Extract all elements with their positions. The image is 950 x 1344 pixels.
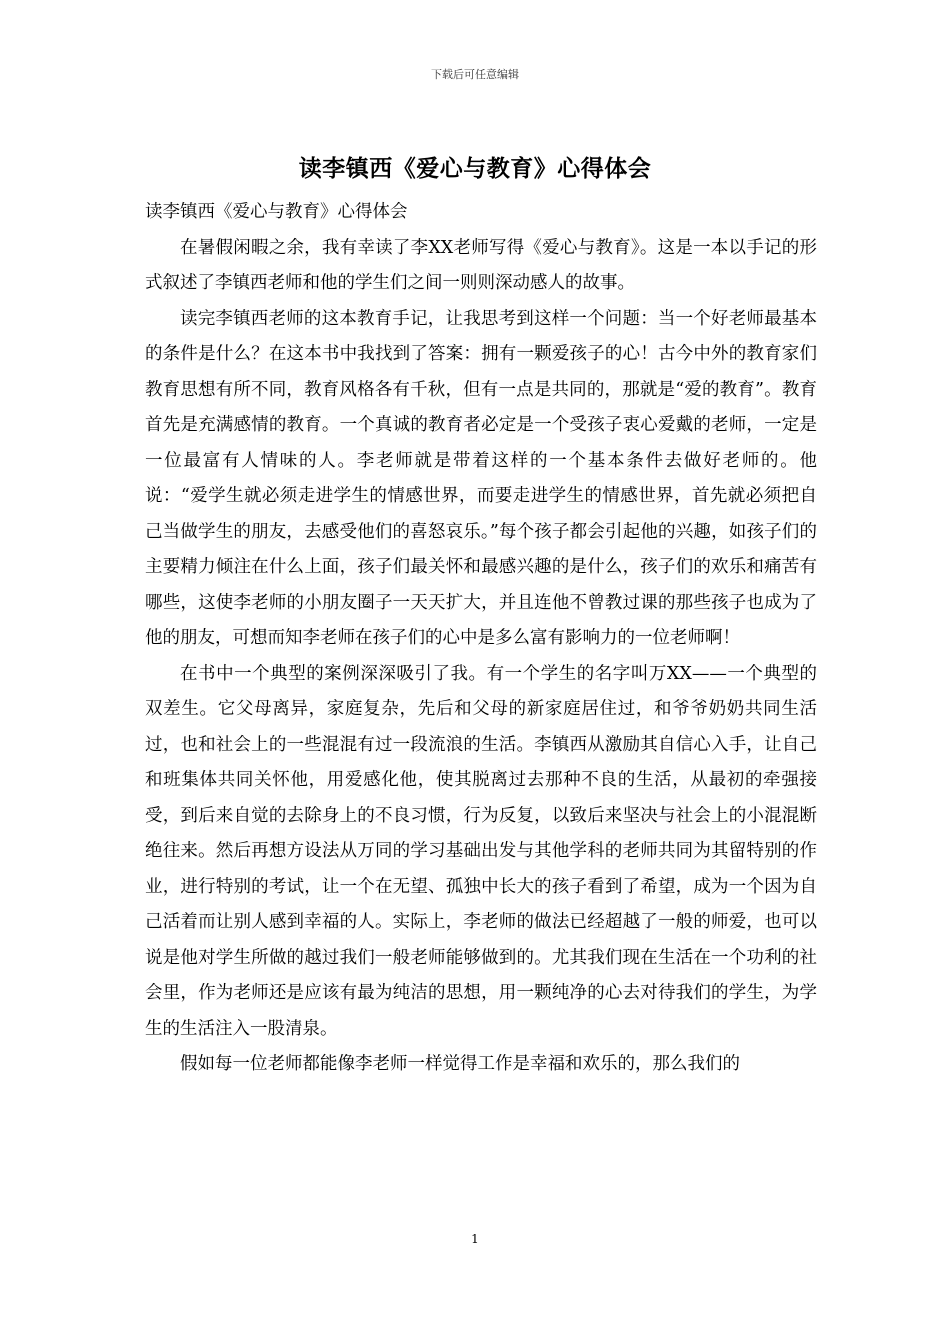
page-number: 1 — [471, 1232, 479, 1246]
subtitle-line: 读李镇西《爱心与教育》心得体会 — [145, 202, 408, 222]
document-title: 读李镇西《爱心与教育》心得体会 — [298, 155, 652, 182]
paragraph-1: 在暑假闲暇之余，我有幸读了李XX老师写得《爱心与教育》。这是一本以手记的形式叙述了李镇西老师和他的学生们之间一则则深动感人的故事。 — [145, 237, 817, 293]
paragraph-4: 假如每一位老师都能像李老师一样觉得工作是幸福和欢乐的，那么我们的 — [180, 1054, 740, 1074]
paragraph-3: 在书中一个典型的案例深深吸引了我。有一个学生的名字叫万XX——一个典型的双差生。它父母离异，家庭复杂，先后和父母的新家庭居住过，和爷爷奶奶共同生活过，也和社会上的一些混混有过一段流浪的生活。李镇西从激励其自信心入手，让自己和班集体共同关怀他，用爱感化他，使其脱离过去那种不良的生活，从最初的牵强接受，到后来自觉的去除身上的不良习惯，行为反复，以致后来坚决与社会上的小混混断绝往来。然后再想方设法从万同的学习基础出发与其他学科的老师共同为其留特别的作业，进行特别的考试，让一个在无望、孤独中长大的孩子看到了希望，成为一个因为自己活着而让别人感到幸福的人。实际上，李老师的做法已经超越了一般的师爱，也可以说是他对学生所做的越过我们一般老师能够做到的。尤其我们现在生活在一个功利的社会里，作为老师还是应该有最为纯洁的思想，用一颗纯净的心去对待我们的学生，为学生的生活注入一股清泉。 — [145, 663, 817, 1039]
header-note: 下载后可任意编辑 — [431, 68, 519, 81]
document-body — [145, 195, 817, 1083]
paragraph-2: 读完李镇西老师的这本教育手记，让我思考到这样一个问题：当一个好老师最基本的条件是什么？在这本书中我找到了答案：拥有一颗爱孩子的心！古今中外的教育家们教育思想有所不同，教育风格各有千秋，但有一点是共同的，那就是“爱的教育”。教育首先是充满感情的教育。一个真诚的教育者必定是一个受孩子衷心爱戴的老师，一定是一位最富有人情味的人。李老师就是带着这样的一个基本条件去做好老师的。他说：“爱学生就必须走进学生的情感世界，而要走进学生的情感世界，首先就必须把自己当做学生的朋友，去感受他们的喜怒哀乐。”每个孩子都会引起他的兴趣，如孩子们的主要精力倾注在什么上面，孩子们最关怀和最感兴趣的是什么，孩子们的欢乐和痛苦有哪些，这使李老师的小朋友圈子一天天扩大，并且连他不曾教过课的那些孩子也成为了他的朋友，可想而知李老师在孩子们的心中是多么富有影响力的一位老师啊！ — [145, 308, 817, 648]
